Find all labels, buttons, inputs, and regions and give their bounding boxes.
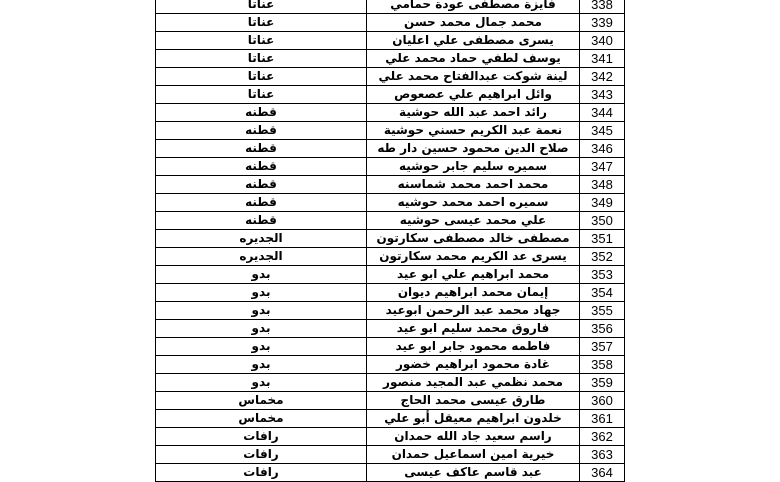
town-cell: عناتا xyxy=(156,0,367,14)
name-cell: محمد جمال محمد حسن xyxy=(367,14,580,32)
name-cell: جهاد محمد عبد الرحمن ابوعيد xyxy=(367,302,580,320)
name-cell: فاروق محمد سليم ابو عيد xyxy=(367,320,580,338)
number-cell: 348 xyxy=(580,176,625,194)
number-cell: 345 xyxy=(580,122,625,140)
name-cell: وائل ابراهيم علي عصعوص xyxy=(367,86,580,104)
number-cell: 353 xyxy=(580,266,625,284)
table-row xyxy=(156,212,625,230)
name-cell: يوسف لطفي حماد محمد علي xyxy=(367,50,580,68)
table-row xyxy=(156,374,625,392)
name-cell: محمد ابراهيم علي ابو عيد xyxy=(367,266,580,284)
name-cell: خلدون ابراهيم معيقل أبو علي xyxy=(367,410,580,428)
number-cell: 341 xyxy=(580,50,625,68)
number-cell: 339 xyxy=(580,14,625,32)
name-cell: إيمان محمد ابراهيم ديوان xyxy=(367,284,580,302)
town-cell: قطنه xyxy=(156,122,367,140)
number-cell: 346 xyxy=(580,140,625,158)
table-row xyxy=(156,68,625,86)
table-row xyxy=(156,320,625,338)
number-cell: 362 xyxy=(580,428,625,446)
name-cell: فاطمه محمود جابر ابو عيد xyxy=(367,338,580,356)
name-cell: خيرية امين اسماعيل حمدان xyxy=(367,446,580,464)
table-row xyxy=(156,32,625,50)
name-cell: غادة محمود ابراهيم خضور xyxy=(367,356,580,374)
table-row xyxy=(156,86,625,104)
town-cell: عناتا xyxy=(156,32,367,50)
number-cell: 352 xyxy=(580,248,625,266)
number-cell: 354 xyxy=(580,284,625,302)
town-cell: بدو xyxy=(156,266,367,284)
names-table xyxy=(155,0,625,482)
number-cell: 358 xyxy=(580,356,625,374)
number-cell: 361 xyxy=(580,410,625,428)
town-cell: بدو xyxy=(156,338,367,356)
name-cell: سميره سليم جابر حوشيه xyxy=(367,158,580,176)
town-cell: عناتا xyxy=(156,14,367,32)
town-cell: بدو xyxy=(156,302,367,320)
town-cell: قطنه xyxy=(156,176,367,194)
town-cell: قطنه xyxy=(156,194,367,212)
town-cell: قطنه xyxy=(156,140,367,158)
table-row xyxy=(156,14,625,32)
name-cell: عبد قاسم عاكف عيسى xyxy=(367,464,580,482)
table-row xyxy=(156,158,625,176)
number-cell: 351 xyxy=(580,230,625,248)
town-cell: قطنه xyxy=(156,104,367,122)
town-cell: عناتا xyxy=(156,68,367,86)
name-cell: راسم سعيد جاد الله حمدان xyxy=(367,428,580,446)
table-row xyxy=(156,248,625,266)
town-cell: بدو xyxy=(156,320,367,338)
table-row xyxy=(156,50,625,68)
name-cell: سميره احمد محمد حوشيه xyxy=(367,194,580,212)
table-row xyxy=(156,194,625,212)
table-row xyxy=(156,266,625,284)
name-cell: طارق عيسى محمد الحاج xyxy=(367,392,580,410)
town-cell: رافات xyxy=(156,446,367,464)
table-row xyxy=(156,104,625,122)
number-cell: 344 xyxy=(580,104,625,122)
number-cell: 342 xyxy=(580,68,625,86)
table-row xyxy=(156,464,625,482)
town-cell: بدو xyxy=(156,356,367,374)
number-cell: 343 xyxy=(580,86,625,104)
number-cell: 350 xyxy=(580,212,625,230)
town-cell: رافات xyxy=(156,428,367,446)
name-cell: نعمة عبد الكريم حسني حوشية xyxy=(367,122,580,140)
town-cell: قطنه xyxy=(156,158,367,176)
table-row xyxy=(156,446,625,464)
table-row xyxy=(156,392,625,410)
town-cell: الجديره xyxy=(156,248,367,266)
table-row xyxy=(156,302,625,320)
number-cell: 340 xyxy=(580,32,625,50)
town-cell: الجديره xyxy=(156,230,367,248)
number-cell: 360 xyxy=(580,392,625,410)
town-cell: مخماس xyxy=(156,392,367,410)
table-row xyxy=(156,176,625,194)
number-cell: 355 xyxy=(580,302,625,320)
table-row xyxy=(156,428,625,446)
town-cell: بدو xyxy=(156,374,367,392)
table-row xyxy=(156,284,625,302)
name-cell: محمد نظمي عبد المجيد منصور xyxy=(367,374,580,392)
name-cell: فايزة مصطفى عودة حمامي xyxy=(367,0,580,14)
town-cell: عناتا xyxy=(156,50,367,68)
table-row xyxy=(156,356,625,374)
name-cell: محمد احمد محمد شماسنه xyxy=(367,176,580,194)
number-cell: 349 xyxy=(580,194,625,212)
number-cell: 357 xyxy=(580,338,625,356)
table-row xyxy=(156,122,625,140)
town-cell: رافات xyxy=(156,464,367,482)
table-row xyxy=(156,140,625,158)
name-cell: مصطفى خالد مصطفى سكارتون xyxy=(367,230,580,248)
table-row xyxy=(156,338,625,356)
table-row xyxy=(156,0,625,14)
name-cell: لينة شوكت عبدالفتاح محمد علي xyxy=(367,68,580,86)
table-row xyxy=(156,230,625,248)
name-cell: يسرى عد الكريم محمد سكارتون xyxy=(367,248,580,266)
number-cell: 356 xyxy=(580,320,625,338)
number-cell: 359 xyxy=(580,374,625,392)
names-table-body xyxy=(156,0,625,482)
name-cell: علي محمد عيسى حوشيه xyxy=(367,212,580,230)
number-cell: 338 xyxy=(580,0,625,14)
table-row xyxy=(156,410,625,428)
town-cell: عناتا xyxy=(156,86,367,104)
town-cell: قطنه xyxy=(156,212,367,230)
number-cell: 364 xyxy=(580,464,625,482)
town-cell: مخماس xyxy=(156,410,367,428)
name-cell: صلاح الدين محمود حسين دار طه xyxy=(367,140,580,158)
name-cell: يسرى مصطفى علي اعليان xyxy=(367,32,580,50)
town-cell: بدو xyxy=(156,284,367,302)
name-cell: رائد احمد عبد الله حوشية xyxy=(367,104,580,122)
number-cell: 347 xyxy=(580,158,625,176)
number-cell: 363 xyxy=(580,446,625,464)
